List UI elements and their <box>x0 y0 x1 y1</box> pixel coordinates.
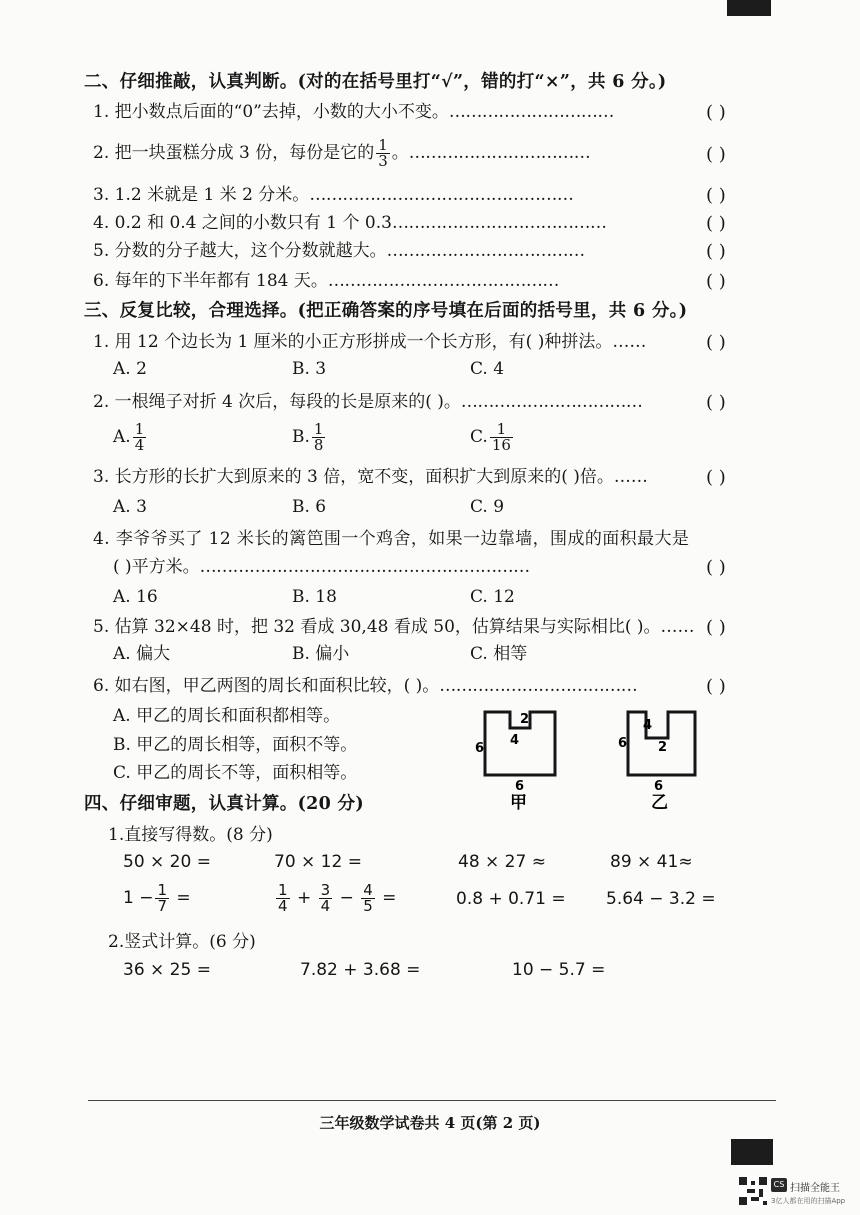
scanner-tagline: 3亿人都在用的扫描App <box>771 1197 846 1205</box>
denominator: 5 <box>363 896 373 915</box>
answer-paren[interactable]: ( ) <box>706 102 726 123</box>
leader-dots: …………………………………… <box>327 271 559 291</box>
answer-paren[interactable]: ( ) <box>706 332 726 353</box>
jia-top-label: 2 <box>520 712 530 727</box>
fraction <box>276 880 290 915</box>
calc-item[interactable]: 7.82 + 3.68 = <box>300 960 421 980</box>
fraction <box>490 422 513 453</box>
section-3-title: 三、反复比较，合理选择。(把正确答案的序号填在后面的括号里，共 6 分。) <box>84 301 688 321</box>
s2-item-3 <box>93 185 573 205</box>
option-b[interactable] <box>292 422 327 453</box>
denominator: 4 <box>134 436 145 454</box>
option-c[interactable]: C. 相等 <box>470 644 528 664</box>
section-4-title: 四、仔细审题，认真计算。(20 分) <box>84 794 364 814</box>
option-a[interactable]: A. 偏大 <box>113 644 171 664</box>
s2-item-3-text: 3. 1.2 米就是 1 米 2 分米。 <box>93 185 310 205</box>
fraction <box>376 138 390 169</box>
calc-item[interactable]: 48 × 27 ≈ <box>458 852 546 872</box>
s2-item-5 <box>93 241 585 261</box>
leader-dots: ……………………………… <box>439 676 638 696</box>
numerator: 1 <box>157 880 168 899</box>
s3-q3: 3. 长方形的长扩大到原来的 3 倍，宽不变，面积扩大到原来的( )倍。…… <box>93 467 648 487</box>
s3-q4-line2-text: ( )平方米。 <box>113 557 200 577</box>
yi-top-label: 4 <box>643 718 653 733</box>
numerator: 1 <box>378 136 388 154</box>
section-2-title: 二、仔细推敲，认真判断。(对的在括号里打“√”，错的打“×”，共 6 分。) <box>84 72 667 92</box>
option-a[interactable]: A. 3 <box>113 497 147 517</box>
leader-dots: …………………………………………………… <box>199 557 530 577</box>
page-footer: 三年级数学试卷共 4 页(第 2 页) <box>319 1114 541 1132</box>
option-b[interactable]: B. 3 <box>292 359 327 379</box>
equals: = <box>176 888 191 908</box>
option-b[interactable]: B. 6 <box>292 497 327 517</box>
leader-dots: ………………………………………… <box>309 185 574 205</box>
s2-item-6-text: 6. 每年的下半年都有 184 天。 <box>93 271 328 291</box>
s3-q1: 1. 用 12 个边长为 1 厘米的小正方形拼成一个长方形，有( )种拼法。…… <box>93 332 647 352</box>
s3-q4-line1: 4. 李爷爷买了 12 米长的篱笆围一个鸡舍，如果一边靠墙，围成的面积最大是 <box>93 529 690 549</box>
calc-item[interactable]: 50 × 20 = <box>123 852 211 872</box>
corner-mark-top <box>727 0 771 16</box>
period: 。 <box>391 143 409 163</box>
yi-side-label: 6 <box>618 736 628 751</box>
numerator: 3 <box>320 880 331 899</box>
yi-bottom-label: 6 <box>654 779 664 794</box>
fraction <box>133 422 147 453</box>
s2-item-2 <box>93 137 590 169</box>
yi-name: 乙 <box>651 793 668 813</box>
denominator: 4 <box>320 896 331 915</box>
s2-item-1 <box>93 102 614 122</box>
calc-item[interactable]: 70 × 12 = <box>274 852 362 872</box>
s2-item-2-text: 2. 把一块蛋糕分成 3 份，每份是它的 <box>93 143 375 163</box>
s3-q2-text: 2. 一根绳子对折 4 次后，每段的长是原来的( )。 <box>93 392 461 412</box>
s2-item-4-text: 4. 0.2 和 0.4 之间的小数只有 1 个 0.3 <box>93 213 392 233</box>
option-c[interactable]: C. 甲乙的周长不等，面积相等。 <box>113 763 358 783</box>
option-a[interactable] <box>113 422 148 453</box>
option-b[interactable]: B. 18 <box>292 587 337 607</box>
leader-dots: …………………………… <box>408 143 591 163</box>
calc-item[interactable]: 5.64 − 3.2 = <box>606 889 716 909</box>
option-b[interactable]: B. 偏小 <box>292 644 350 664</box>
s2-item-1-text: 1. 把小数点后面的“0”去掉，小数的大小不变。 <box>93 102 449 122</box>
calc-item[interactable] <box>274 881 396 915</box>
answer-paren[interactable]: ( ) <box>706 241 726 262</box>
option-b[interactable]: B. 甲乙的周长相等，面积不等。 <box>113 735 358 755</box>
s2-item-4 <box>93 213 606 233</box>
calc-item[interactable]: 10 − 5.7 = <box>512 960 606 980</box>
s3-q6 <box>93 676 637 696</box>
leader-dots: …………………………… <box>460 392 643 412</box>
answer-paren[interactable]: ( ) <box>706 185 726 206</box>
s3-q4-line2 <box>113 557 530 577</box>
calc-text: 1 − <box>123 888 154 908</box>
scanner-logo: CS <box>771 1178 787 1192</box>
answer-paren[interactable]: ( ) <box>706 557 726 578</box>
calc-item[interactable]: 89 × 41≈ <box>610 852 693 872</box>
s3-q2 <box>93 392 642 412</box>
footer-divider <box>88 1100 776 1101</box>
answer-paren[interactable]: ( ) <box>706 467 726 488</box>
fraction <box>319 880 333 915</box>
fraction <box>361 880 375 915</box>
option-letter: C. <box>470 427 488 447</box>
s3-q5: 5. 估算 32×48 时，把 32 看成 30,48 看成 50，估算结果与实际相比( )。…… <box>93 617 695 637</box>
operator: − <box>339 888 354 908</box>
fraction <box>312 422 326 453</box>
yi-inner-label: 2 <box>658 740 668 755</box>
numerator: 1 <box>134 420 145 438</box>
numerator: 1 <box>490 422 513 438</box>
answer-paren[interactable]: ( ) <box>706 617 726 638</box>
s4-sub1: 1.直接写得数。(8 分) <box>108 825 273 845</box>
calc-item[interactable]: 0.8 + 0.71 = <box>456 889 566 909</box>
s2-item-5-text: 5. 分数的分子越大，这个分数就越大。 <box>93 241 387 261</box>
option-letter: A. <box>113 427 131 447</box>
calc-item[interactable]: 36 × 25 = <box>123 960 211 980</box>
jia-inner-label: 4 <box>510 733 520 748</box>
option-a[interactable]: A. 16 <box>113 587 158 607</box>
option-letter: B. <box>292 427 310 447</box>
denominator: 4 <box>278 896 288 915</box>
corner-mark-bottom <box>731 1139 773 1165</box>
calc-item[interactable] <box>123 881 191 915</box>
qr-code-icon <box>739 1177 767 1205</box>
answer-paren[interactable]: ( ) <box>706 213 726 234</box>
operator: + <box>296 888 312 908</box>
leader-dots: ………………………… <box>448 102 614 122</box>
equals: = <box>382 888 397 908</box>
leader-dots: ……………………………… <box>386 241 585 261</box>
denominator: 3 <box>378 152 388 170</box>
jia-bottom-label: 6 <box>515 779 525 794</box>
s2-item-6 <box>93 271 559 291</box>
s4-sub2: 2.竖式计算。(6 分) <box>108 932 256 952</box>
fraction <box>155 880 169 915</box>
denominator: 8 <box>313 436 324 454</box>
denominator: 7 <box>157 896 168 915</box>
answer-paren[interactable]: ( ) <box>706 392 726 413</box>
denominator: 16 <box>491 436 511 454</box>
leader-dots: ………………………………… <box>391 213 607 233</box>
numerator: 1 <box>313 420 324 438</box>
answer-paren[interactable]: ( ) <box>706 676 726 697</box>
option-a[interactable]: A. 2 <box>113 359 147 379</box>
numerator: 1 <box>278 880 288 899</box>
numerator: 4 <box>363 880 373 899</box>
option-c[interactable]: C. 12 <box>470 587 515 607</box>
answer-paren[interactable]: ( ) <box>706 271 726 292</box>
jia-side-label: 6 <box>475 741 485 756</box>
option-c[interactable] <box>470 422 515 453</box>
option-c[interactable]: C. 4 <box>470 359 505 379</box>
option-c[interactable]: C. 9 <box>470 497 505 517</box>
option-a[interactable]: A. 甲乙的周长和面积都相等。 <box>113 706 341 726</box>
answer-paren[interactable]: ( ) <box>706 144 726 165</box>
shapes-figure <box>470 700 730 820</box>
s3-q6-text: 6. 如右图，甲乙两图的周长和面积比较，( )。 <box>93 676 440 696</box>
scanner-app-name: 扫描全能王 <box>790 1183 840 1194</box>
jia-name: 甲 <box>510 793 527 813</box>
